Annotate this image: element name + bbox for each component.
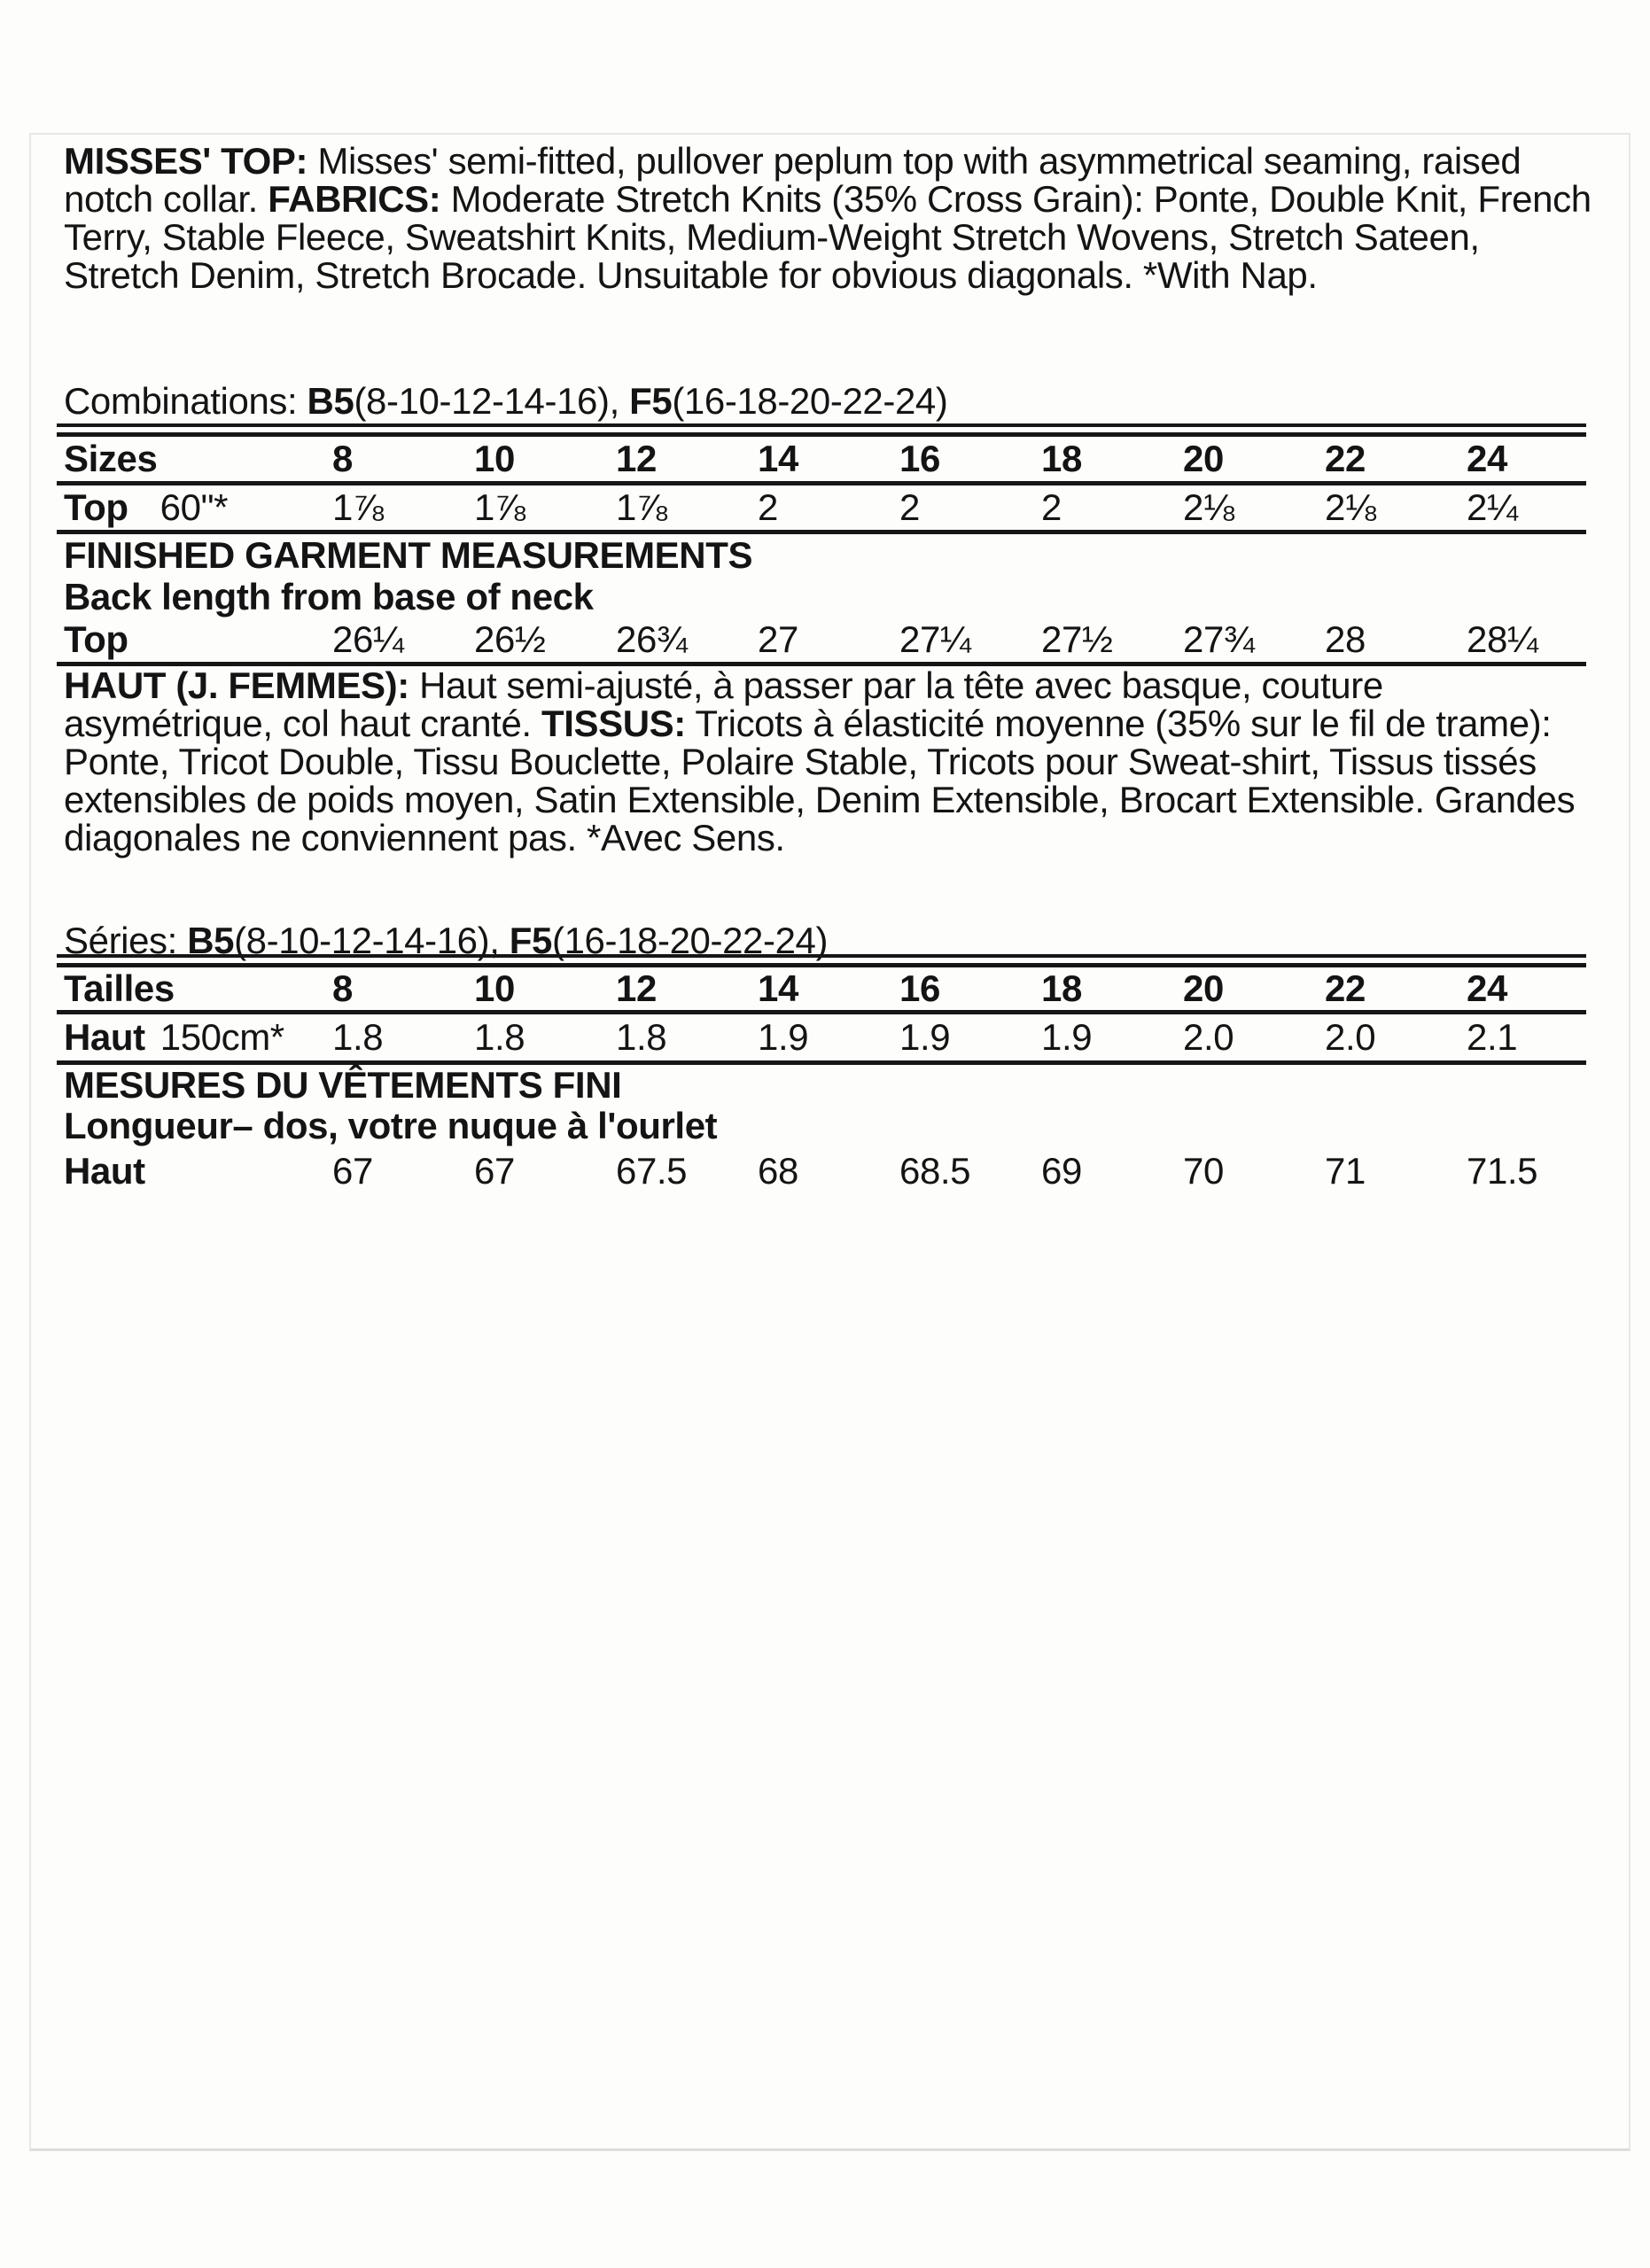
mesures-row	[57, 1146, 1586, 1196]
size-column-header: 14	[758, 438, 798, 479]
table-top-double-rule	[57, 423, 1586, 437]
yardage-value: 2⅛	[1325, 486, 1376, 528]
taille-column-header: 10	[474, 967, 515, 1009]
series-f5-sizes: (16-18-20-22-24)	[551, 920, 829, 961]
mesures-value: 71	[1325, 1150, 1366, 1192]
mesures-value: 67.5	[616, 1150, 688, 1192]
finished-value: 27¼	[899, 618, 971, 660]
fabric-width-label: 60"*	[160, 486, 229, 528]
french-tissus-text: Tricots à élasticité moyenne (35% sur le fil de trame): Ponte, Tricot Double, Tissu Bouclette, Polaire Stable, Tricots pour Sweat-shirt, Tissus tissés extensibles de poids moyen, Satin Extensible, Denim Extensible, Brocart Extensible. Grandes diagonales ne conviennent pas. *Avec Sens.	[64, 703, 1576, 858]
combination-b5-sizes: (8-10-12-14-16),	[354, 380, 630, 422]
size-column-header: 18	[1041, 438, 1082, 479]
mesures-value: 67	[332, 1150, 373, 1192]
yardage-value: 1⅞	[616, 486, 667, 528]
mesures-row-label: Haut	[64, 1150, 145, 1192]
fabric-width-label-metric: 150cm*	[160, 1016, 284, 1058]
metrage-value: 1.8	[616, 1016, 667, 1058]
mesures-title: MESURES DU VÊTEMENTS FINI	[64, 1064, 622, 1106]
french-description-paragraph	[64, 666, 1599, 857]
size-column-header: 12	[616, 438, 657, 479]
yardage-value: 2	[758, 486, 778, 528]
back-length-subtitle: Back length from base of neck	[64, 576, 594, 617]
sizes-header-label: Sizes	[64, 438, 158, 479]
finished-value: 28¼	[1467, 618, 1538, 660]
combination-f5-sizes: (16-18-20-22-24)	[672, 380, 948, 422]
fabrics-label: FABRICS:	[268, 178, 441, 220]
mesures-value: 71.5	[1467, 1150, 1538, 1192]
combinations-line	[64, 382, 1599, 420]
size-column-header: 8	[332, 438, 353, 479]
finished-value: 26¼	[332, 618, 404, 660]
yardage-value: 1⅞	[474, 486, 525, 528]
size-column-header: 10	[474, 438, 515, 479]
metrage-value: 1.9	[758, 1016, 809, 1058]
finished-value: 27	[758, 618, 798, 660]
top-label: Top	[64, 486, 128, 528]
yardage-table-english	[57, 423, 1586, 666]
english-description-paragraph	[64, 142, 1599, 294]
finished-garment-title: FINISHED GARMENT MEASUREMENTS	[64, 534, 753, 576]
metrage-value: 2.1	[1467, 1016, 1518, 1058]
metrage-value: 1.9	[1041, 1016, 1093, 1058]
series-code-b5: B5	[187, 920, 235, 961]
finished-value: 28	[1325, 618, 1366, 660]
taille-column-header: 24	[1467, 967, 1507, 1009]
metrage-value: 1.8	[474, 1016, 525, 1058]
combinations-label: Combinations:	[64, 380, 307, 422]
yardage-value: 2	[899, 486, 920, 528]
mesures-value: 69	[1041, 1150, 1082, 1192]
metrage-value: 2.0	[1183, 1016, 1234, 1058]
size-column-header: 24	[1467, 438, 1507, 479]
longueur-subtitle: Longueur– dos, votre nuque à l'ourlet	[64, 1105, 718, 1146]
metrage-value: 1.9	[899, 1016, 951, 1058]
tailles-header-label: Tailles	[64, 967, 175, 1009]
tailles-header-row	[57, 967, 1586, 1010]
finished-measurements-row	[57, 617, 1586, 662]
yardage-value: 2	[1041, 486, 1062, 528]
yardage-value: 2¼	[1467, 486, 1518, 528]
combination-code-f5: F5	[629, 380, 673, 422]
mesures-value: 67	[474, 1150, 515, 1192]
taille-column-header: 18	[1041, 967, 1082, 1009]
series-label: Séries:	[64, 920, 188, 961]
mesures-value: 68	[758, 1150, 798, 1192]
finished-value: 26½	[474, 618, 546, 660]
taille-column-header: 22	[1325, 967, 1366, 1009]
combination-code-b5: B5	[307, 380, 354, 422]
metrage-value: 1.8	[332, 1016, 384, 1058]
taille-column-header: 14	[758, 967, 798, 1009]
yardage-row-top	[57, 485, 1586, 530]
size-column-header: 20	[1183, 438, 1224, 479]
taille-column-header: 12	[616, 967, 657, 1009]
size-column-header: 22	[1325, 438, 1366, 479]
metrage-value: 2.0	[1325, 1016, 1376, 1058]
tissus-label: TISSUS:	[541, 703, 686, 744]
series-code-f5: F5	[509, 920, 552, 961]
english-description-text: Misses' semi-fitted, pullover peplum top with asymmetrical seaming, raised notch collar.	[64, 140, 1522, 220]
finished-row-label: Top	[64, 618, 128, 660]
series-b5-sizes: (8-10-12-14-16),	[234, 920, 510, 961]
yardage-table-french	[57, 954, 1586, 1196]
haut-femmes-label: HAUT (J. FEMMES):	[64, 664, 409, 706]
haut-label: Haut	[64, 1016, 145, 1058]
misses-top-label: MISSES' TOP:	[64, 140, 308, 182]
english-fabrics-text: Moderate Stretch Knits (35% Cross Grain): Ponte, Double Knit, French Terry, Stable Fleece, Sweatshirt Knits, Medium-Weight Stretch Wovens, Stretch Sateen, Stretch Denim, Stretch Brocade. Unsuitable for obvious diagonals. *With Nap.	[64, 178, 1592, 296]
taille-column-header: 20	[1183, 967, 1224, 1009]
finished-value: 27¾	[1183, 618, 1255, 660]
metrage-row-haut	[57, 1014, 1586, 1060]
mesures-value: 68.5	[899, 1150, 971, 1192]
finished-value: 26¾	[616, 618, 688, 660]
finished-garment-heading	[57, 534, 1586, 617]
taille-column-header: 16	[899, 967, 940, 1009]
mesures-heading	[57, 1065, 1586, 1146]
yardage-value: 2⅛	[1183, 486, 1234, 528]
yardage-value: 1⅞	[332, 486, 384, 528]
metrage-row-label	[57, 1014, 332, 1060]
finished-value: 27½	[1041, 618, 1113, 660]
size-column-header: 16	[899, 438, 940, 479]
mesures-value: 70	[1183, 1150, 1224, 1192]
yardage-row-label	[57, 485, 332, 530]
table-top-double-rule	[57, 954, 1586, 967]
french-description-text: Haut semi-ajusté, à passer par la tête avec basque, couture asymétrique, col haut cranté.	[64, 664, 1383, 744]
sizes-header-row	[57, 437, 1586, 481]
taille-column-header: 8	[332, 967, 353, 1009]
